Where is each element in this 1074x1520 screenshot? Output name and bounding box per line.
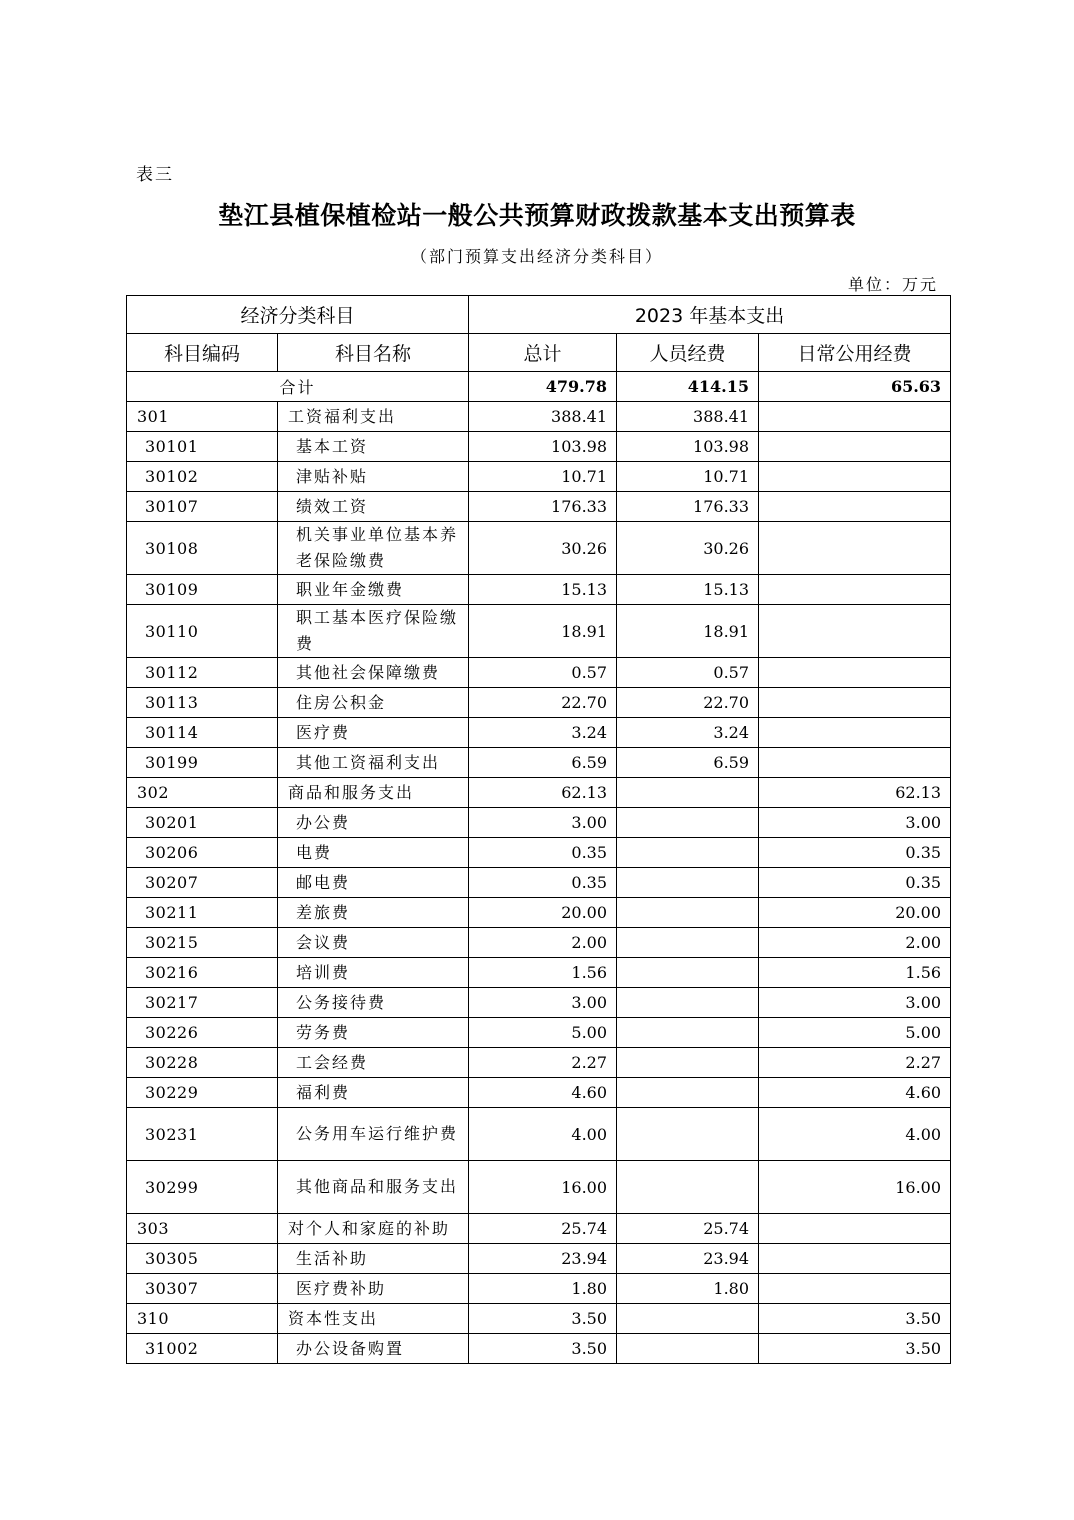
row-personnel: [617, 1334, 759, 1364]
row-public: [759, 575, 951, 605]
row-personnel: [617, 1108, 759, 1161]
table-row: [127, 1161, 951, 1214]
row-name: 基本工资: [278, 432, 469, 462]
row-public: 2.27: [759, 1048, 951, 1078]
row-total: 15.13: [469, 575, 617, 605]
row-name: 绩效工资: [278, 492, 469, 522]
total-personnel: 414.15: [617, 372, 759, 402]
table-row: [127, 462, 951, 492]
row-name: 工会经费: [278, 1048, 469, 1078]
row-public: [759, 1274, 951, 1304]
row-name: 其他商品和服务支出: [278, 1161, 469, 1214]
table-label: 表三: [136, 165, 174, 185]
row-personnel: 18.91: [617, 605, 759, 658]
row-code: 30231: [127, 1108, 278, 1161]
row-total: 3.24: [469, 718, 617, 748]
row-personnel: 1.80: [617, 1274, 759, 1304]
document-subtitle: （部门预算支出经济分类科目）: [410, 247, 663, 266]
row-public: 3.00: [759, 988, 951, 1018]
row-total: 22.70: [469, 688, 617, 718]
header-personnel: 人员经费: [617, 334, 759, 372]
row-code: 30229: [127, 1078, 278, 1108]
table-row: [127, 1018, 951, 1048]
row-personnel: 22.70: [617, 688, 759, 718]
row-name: 差旅费: [278, 898, 469, 928]
row-total: 3.50: [469, 1334, 617, 1364]
table-row: [127, 1078, 951, 1108]
row-personnel: 6.59: [617, 748, 759, 778]
row-total: 6.59: [469, 748, 617, 778]
table-row: [127, 1304, 951, 1334]
row-personnel: [617, 988, 759, 1018]
row-personnel: [617, 1304, 759, 1334]
row-code: 30211: [127, 898, 278, 928]
row-name: 津贴补贴: [278, 462, 469, 492]
row-code: 30201: [127, 808, 278, 838]
table-row: [127, 1244, 951, 1274]
row-personnel: [617, 928, 759, 958]
row-total: 1.56: [469, 958, 617, 988]
table-row: [127, 658, 951, 688]
row-total: 176.33: [469, 492, 617, 522]
row-code: 30102: [127, 462, 278, 492]
header-code: 科目编码: [127, 334, 278, 372]
row-public: 2.00: [759, 928, 951, 958]
table-row: [127, 688, 951, 718]
row-personnel: [617, 1078, 759, 1108]
row-code: 303: [127, 1214, 278, 1244]
row-code: 30107: [127, 492, 278, 522]
row-public: [759, 605, 951, 658]
header-economic-classification: 经济分类科目: [127, 296, 469, 334]
row-name: 邮电费: [278, 868, 469, 898]
row-total: 3.50: [469, 1304, 617, 1334]
table-row: [127, 868, 951, 898]
row-public: 0.35: [759, 868, 951, 898]
row-total: 5.00: [469, 1018, 617, 1048]
row-code: 31002: [127, 1334, 278, 1364]
row-total: 4.00: [469, 1108, 617, 1161]
row-name: 电费: [278, 838, 469, 868]
row-public: [759, 658, 951, 688]
document-title: 垫江县植保植检站一般公共预算财政拨款基本支出预算表: [218, 201, 856, 230]
row-name: 职业年金缴费: [278, 575, 469, 605]
row-total: 2.00: [469, 928, 617, 958]
row-name: 公务用车运行维护费: [278, 1108, 469, 1161]
row-code: 30216: [127, 958, 278, 988]
row-code: 30305: [127, 1244, 278, 1274]
table-row: [127, 748, 951, 778]
row-code: 30109: [127, 575, 278, 605]
row-personnel: [617, 958, 759, 988]
row-personnel: [617, 1048, 759, 1078]
row-public: [759, 462, 951, 492]
table-row: [127, 958, 951, 988]
row-total: 20.00: [469, 898, 617, 928]
table-row: [127, 1048, 951, 1078]
row-public: [759, 1214, 951, 1244]
row-total: 4.60: [469, 1078, 617, 1108]
row-code: 30112: [127, 658, 278, 688]
total-label: 合计: [127, 372, 469, 402]
row-total: 23.94: [469, 1244, 617, 1274]
row-name: 办公设备购置: [278, 1334, 469, 1364]
row-public: 1.56: [759, 958, 951, 988]
row-name: 职工基本医疗保险缴费: [278, 605, 469, 658]
row-personnel: [617, 1161, 759, 1214]
row-public: 3.00: [759, 808, 951, 838]
table-row: [127, 1274, 951, 1304]
row-code: 30299: [127, 1161, 278, 1214]
table-row: [127, 432, 951, 462]
row-code: 302: [127, 778, 278, 808]
row-total: 1.80: [469, 1274, 617, 1304]
row-name: 机关事业单位基本养老保险缴费: [278, 522, 469, 575]
row-name: 办公费: [278, 808, 469, 838]
table-row: [127, 808, 951, 838]
table-row: [127, 838, 951, 868]
row-code: 30199: [127, 748, 278, 778]
row-code: 301: [127, 402, 278, 432]
row-total: 3.00: [469, 988, 617, 1018]
row-public: [759, 1244, 951, 1274]
row-code: 30217: [127, 988, 278, 1018]
row-public: [759, 718, 951, 748]
row-name: 其他社会保障缴费: [278, 658, 469, 688]
row-name: 资本性支出: [278, 1304, 469, 1334]
table-row: [127, 1108, 951, 1161]
row-public: 4.00: [759, 1108, 951, 1161]
row-name: 培训费: [278, 958, 469, 988]
budget-table: [126, 295, 951, 1364]
row-public: 3.50: [759, 1334, 951, 1364]
row-personnel: [617, 778, 759, 808]
table-row: [127, 575, 951, 605]
row-public: 0.35: [759, 838, 951, 868]
row-public: 4.60: [759, 1078, 951, 1108]
row-name: 医疗费补助: [278, 1274, 469, 1304]
header-basic-expenditure: 2023 年基本支出: [469, 296, 951, 334]
row-personnel: [617, 898, 759, 928]
header-total: 总计: [469, 334, 617, 372]
row-name: 公务接待费: [278, 988, 469, 1018]
row-public: 20.00: [759, 898, 951, 928]
table-row: [127, 492, 951, 522]
row-personnel: 30.26: [617, 522, 759, 575]
unit-label: 单位：万元: [847, 275, 938, 294]
row-code: 30113: [127, 688, 278, 718]
row-personnel: 23.94: [617, 1244, 759, 1274]
row-name: 其他工资福利支出: [278, 748, 469, 778]
table-row: [127, 718, 951, 748]
row-code: 30108: [127, 522, 278, 575]
table-row: [127, 605, 951, 658]
row-total: 3.00: [469, 808, 617, 838]
row-public: [759, 522, 951, 575]
row-personnel: [617, 868, 759, 898]
row-public: 5.00: [759, 1018, 951, 1048]
row-public: [759, 402, 951, 432]
total-public: 65.63: [759, 372, 951, 402]
row-public: 62.13: [759, 778, 951, 808]
row-name: 劳务费: [278, 1018, 469, 1048]
row-name: 福利费: [278, 1078, 469, 1108]
row-personnel: 103.98: [617, 432, 759, 462]
row-personnel: [617, 1018, 759, 1048]
row-code: 30207: [127, 868, 278, 898]
table-row: [127, 522, 951, 575]
table-row: [127, 402, 951, 432]
row-personnel: 3.24: [617, 718, 759, 748]
row-code: 30110: [127, 605, 278, 658]
total-row: [127, 372, 951, 402]
row-total: 30.26: [469, 522, 617, 575]
row-personnel: 25.74: [617, 1214, 759, 1244]
row-public: [759, 432, 951, 462]
row-total: 10.71: [469, 462, 617, 492]
table-row: [127, 1334, 951, 1364]
row-total: 0.57: [469, 658, 617, 688]
table-row: [127, 928, 951, 958]
row-total: 62.13: [469, 778, 617, 808]
row-name: 商品和服务支出: [278, 778, 469, 808]
row-code: 30228: [127, 1048, 278, 1078]
row-total: 25.74: [469, 1214, 617, 1244]
header-public: 日常公用经费: [759, 334, 951, 372]
total-total: 479.78: [469, 372, 617, 402]
header-group-row: [127, 296, 951, 334]
table-row: [127, 1214, 951, 1244]
row-total: 16.00: [469, 1161, 617, 1214]
row-public: 16.00: [759, 1161, 951, 1214]
row-name: 工资福利支出: [278, 402, 469, 432]
table-row: [127, 778, 951, 808]
row-total: 0.35: [469, 838, 617, 868]
row-personnel: [617, 838, 759, 868]
row-code: 30206: [127, 838, 278, 868]
row-total: 388.41: [469, 402, 617, 432]
row-total: 18.91: [469, 605, 617, 658]
row-public: [759, 492, 951, 522]
row-name: 会议费: [278, 928, 469, 958]
header-name: 科目名称: [278, 334, 469, 372]
row-code: 30114: [127, 718, 278, 748]
table-row: [127, 898, 951, 928]
row-code: 30226: [127, 1018, 278, 1048]
row-personnel: 388.41: [617, 402, 759, 432]
row-code: 30215: [127, 928, 278, 958]
table-row: [127, 988, 951, 1018]
row-public: [759, 748, 951, 778]
row-code: 30101: [127, 432, 278, 462]
row-total: 0.35: [469, 868, 617, 898]
row-personnel: 10.71: [617, 462, 759, 492]
row-name: 生活补助: [278, 1244, 469, 1274]
row-code: 310: [127, 1304, 278, 1334]
row-name: 对个人和家庭的补助: [278, 1214, 469, 1244]
row-code: 30307: [127, 1274, 278, 1304]
row-total: 2.27: [469, 1048, 617, 1078]
row-personnel: 15.13: [617, 575, 759, 605]
row-total: 103.98: [469, 432, 617, 462]
row-personnel: 176.33: [617, 492, 759, 522]
row-personnel: 0.57: [617, 658, 759, 688]
row-personnel: [617, 808, 759, 838]
row-public: 3.50: [759, 1304, 951, 1334]
row-name: 住房公积金: [278, 688, 469, 718]
row-name: 医疗费: [278, 718, 469, 748]
header-column-row: [127, 334, 951, 372]
row-public: [759, 688, 951, 718]
